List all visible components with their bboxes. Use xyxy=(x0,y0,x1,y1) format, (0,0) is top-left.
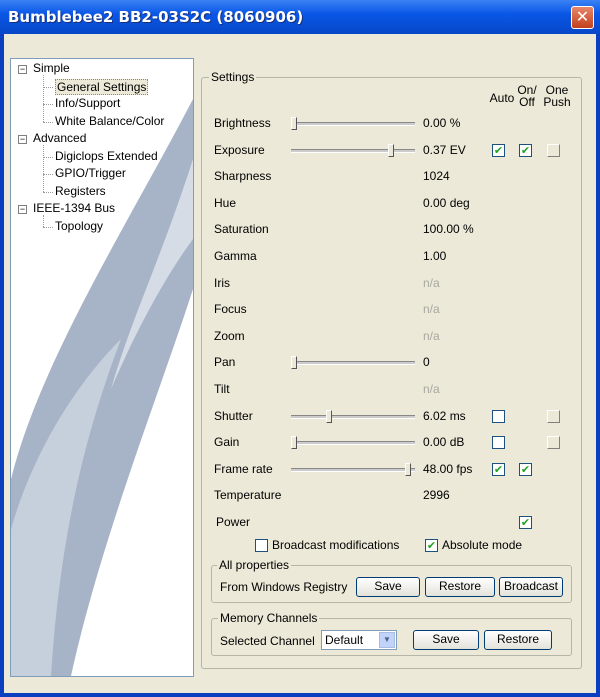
tree-node-white-balance-color[interactable]: White Balance/Color xyxy=(55,113,165,128)
memory-channels-group-label: Memory Channels xyxy=(220,611,318,625)
onepush-button-exposure[interactable] xyxy=(547,144,560,157)
navigation-tree[interactable] xyxy=(10,58,194,677)
tree-connector xyxy=(43,227,53,228)
setting-label-saturation: Saturation xyxy=(214,222,269,237)
all-properties-group-label: All properties xyxy=(219,558,290,572)
registry-source-label: From Windows Registry xyxy=(220,580,348,594)
tree-node-simple[interactable]: Simple xyxy=(33,61,70,75)
slider-track-frame-rate xyxy=(291,468,415,472)
setting-value-temperature: 2996 xyxy=(423,488,450,503)
setting-value-frame-rate: 48.00 fps xyxy=(423,461,473,476)
tree-connector xyxy=(43,145,44,192)
window-title: Bumblebee2 BB2-03S2C (8060906) xyxy=(8,8,304,26)
tree-node-topology[interactable]: Topology xyxy=(55,218,104,233)
tree-node-ieee-1394-bus[interactable]: IEEE-1394 Bus xyxy=(33,201,116,215)
dialog-body xyxy=(4,34,596,693)
setting-label-gamma: Gamma xyxy=(214,249,257,263)
setting-label-sharpness: Sharpness xyxy=(214,169,272,184)
settings-group-label: Settings xyxy=(211,70,255,84)
broadcast-properties-button[interactable]: Broadcast xyxy=(499,577,563,597)
tree-node-advanced[interactable]: Advanced xyxy=(33,131,87,145)
setting-label-focus: Focus xyxy=(214,302,247,317)
setting-label-gain: Gain xyxy=(214,435,240,450)
setting-label-tilt: Tilt xyxy=(214,382,230,396)
restore-properties-button[interactable]: Restore xyxy=(425,577,495,597)
slider-thumb-exposure[interactable] xyxy=(388,144,394,157)
slider-thumb-pan[interactable] xyxy=(291,356,297,369)
setting-value-hue: 0.00 deg xyxy=(423,195,470,210)
title-bar[interactable] xyxy=(0,0,600,34)
slider-track-gain xyxy=(291,441,415,445)
slider-thumb-shutter[interactable] xyxy=(326,410,332,423)
setting-label-iris: Iris xyxy=(214,275,230,290)
slider-frame-rate[interactable] xyxy=(291,463,415,475)
slider-track-exposure xyxy=(291,149,415,153)
setting-value-pan: 0 xyxy=(423,355,430,370)
setting-label-pan: Pan xyxy=(214,355,236,370)
slider-track-pan xyxy=(291,361,415,365)
restore-channel-button[interactable]: Restore xyxy=(484,630,552,650)
tree-connector xyxy=(43,122,53,123)
tree-node-registers[interactable]: Registers xyxy=(55,183,106,198)
onepush-column-header: One Push xyxy=(543,83,571,109)
auto-checkbox-shutter[interactable] xyxy=(492,410,505,423)
slider-thumb-gain[interactable] xyxy=(291,436,297,449)
tree-connector xyxy=(43,75,44,122)
setting-label-exposure: Exposure xyxy=(214,142,265,157)
setting-value-zoom: n/a xyxy=(423,328,440,343)
tree-expander-advanced[interactable]: − xyxy=(19,134,26,144)
slider-brightness[interactable] xyxy=(291,117,415,129)
auto-checkbox-exposure[interactable]: ✔ xyxy=(493,143,504,157)
setting-label-hue: Hue xyxy=(214,195,237,210)
broadcast-modifications-checkbox[interactable] xyxy=(255,539,268,552)
setting-label-shutter: Shutter xyxy=(214,408,253,423)
setting-value-brightness: 0.00 % xyxy=(423,116,461,130)
setting-value-iris: n/a xyxy=(423,275,440,290)
setting-value-saturation: 100.00 % xyxy=(423,222,474,237)
setting-value-shutter: 6.02 ms xyxy=(423,408,466,423)
auto-checkbox-frame-rate[interactable]: ✔ xyxy=(493,462,504,476)
setting-value-gain: 0.00 dB xyxy=(423,435,465,450)
setting-label-power: Power xyxy=(216,515,251,529)
setting-label-temperature: Temperature xyxy=(214,488,282,503)
setting-label-zoom: Zoom xyxy=(214,328,245,343)
slider-exposure[interactable] xyxy=(291,144,415,156)
tree-connector xyxy=(43,157,53,158)
onoff-checkbox-frame-rate[interactable]: ✔ xyxy=(520,462,531,476)
tree-expander-ieee-1394-bus[interactable]: − xyxy=(19,204,26,214)
tree-node-gpio-trigger[interactable]: GPIO/Trigger xyxy=(55,166,126,180)
setting-label-frame-rate: Frame rate xyxy=(214,461,273,476)
setting-value-focus: n/a xyxy=(423,302,440,317)
channel-select[interactable] xyxy=(321,630,397,650)
slider-track-shutter xyxy=(291,415,415,419)
setting-value-sharpness: 1024 xyxy=(423,169,450,184)
absolute-mode-label: Absolute mode xyxy=(442,538,523,552)
slider-gain[interactable] xyxy=(291,436,415,448)
tree-node-general-settings[interactable]: General Settings xyxy=(57,79,147,94)
slider-track-brightness xyxy=(291,122,415,126)
tree-connector xyxy=(43,104,53,105)
tree-connector xyxy=(43,174,53,175)
tree-connector xyxy=(43,87,53,88)
setting-value-exposure: 0.37 EV xyxy=(423,142,466,157)
tree-connector xyxy=(43,215,44,227)
onoff-column-header: On/ Off xyxy=(517,83,537,109)
setting-value-gamma: 1.00 xyxy=(423,249,447,263)
absolute-mode-checkbox[interactable]: ✔ xyxy=(426,539,437,552)
channel-select-value: Default xyxy=(325,633,364,647)
save-channel-button[interactable]: Save xyxy=(413,630,479,650)
chevron-down-icon[interactable]: ▼ xyxy=(379,632,395,648)
tree-node-info-support[interactable]: Info/Support xyxy=(55,96,121,110)
auto-column-header: Auto xyxy=(489,91,515,105)
slider-shutter[interactable] xyxy=(291,410,415,422)
auto-checkbox-gain[interactable] xyxy=(492,436,505,449)
onoff-checkbox-exposure[interactable]: ✔ xyxy=(520,143,531,157)
broadcast-modifications-label: Broadcast modifications xyxy=(272,538,400,552)
slider-thumb-frame-rate[interactable] xyxy=(405,463,411,476)
selected-channel-label: Selected Channel xyxy=(220,634,315,648)
onoff-checkbox-power[interactable]: ✔ xyxy=(520,516,531,529)
onepush-button-gain[interactable] xyxy=(547,436,560,449)
slider-thumb-brightness[interactable] xyxy=(291,117,297,130)
tree-node-digiclops-extended[interactable]: Digiclops Extended xyxy=(55,148,158,163)
setting-value-tilt: n/a xyxy=(423,382,440,396)
close-icon[interactable]: ✕ xyxy=(571,6,594,29)
save-properties-button[interactable]: Save xyxy=(356,577,420,597)
tree-items xyxy=(11,59,193,676)
onepush-button-shutter[interactable] xyxy=(547,410,560,423)
tree-connector xyxy=(43,192,53,193)
setting-label-brightness: Brightness xyxy=(214,116,271,130)
tree-expander-simple[interactable]: − xyxy=(19,64,26,74)
slider-pan[interactable] xyxy=(291,356,415,368)
